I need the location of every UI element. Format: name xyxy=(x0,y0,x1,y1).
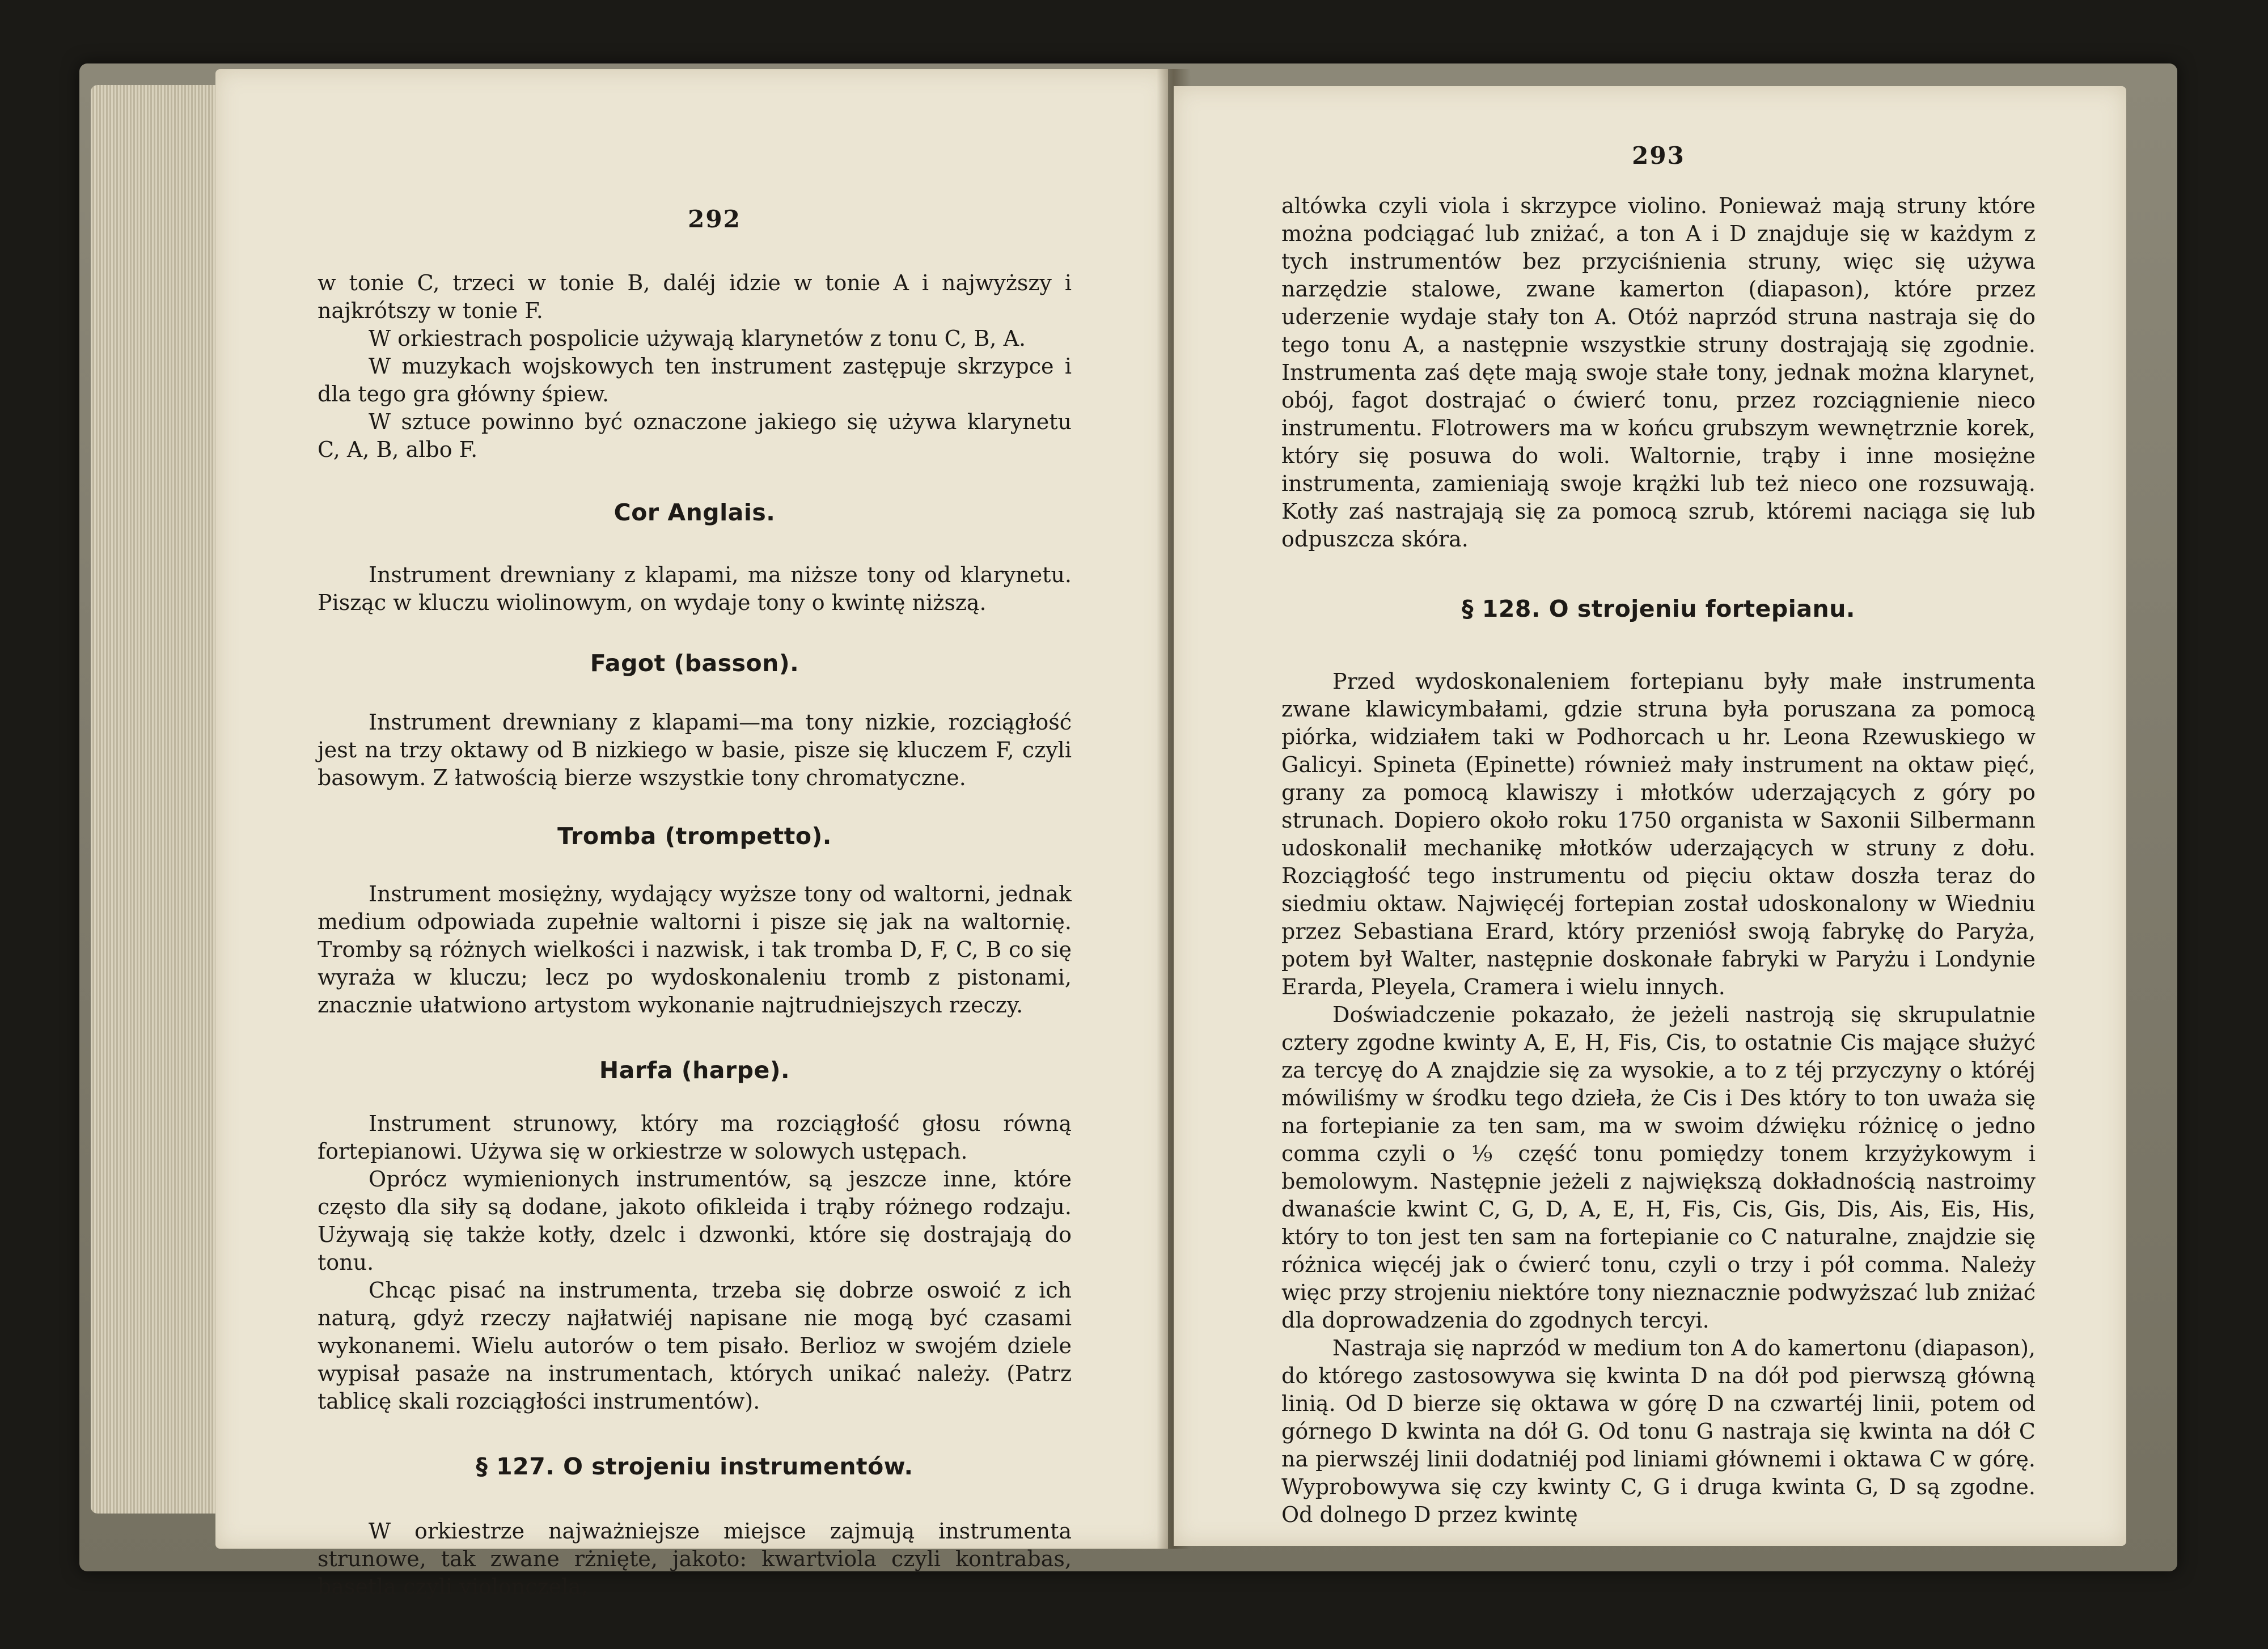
left-page-text xyxy=(318,205,1072,1601)
section-heading-cor-anglais: Cor Anglais. xyxy=(613,499,776,526)
paragraph: Instrument drewniany z klapami—ma tony nizkie, rozciągłość jest na trzy oktawy od B nizkiego w basie, pisze się kluczem F, czyli basowym. Z łatwością bierze wszystkie tony chromatyczne. xyxy=(318,710,1072,790)
section-heading-fagot: Fagot (basson). xyxy=(590,650,799,677)
paragraph: Instrument mosiężny, wydający wyższe tony od waltorni, jednak medium odpowiada zupełnie waltorni i pisze się jak na waltornię. Tromby są różnych wielkości i nazwisk, i tak tromba D, F, C, B co się wyraża w kluczu; lecz po wydoskonaleniu tromb z pistonami, znacznie ułatwiono artystom wykonanie najtrudniejszych rzeczy. xyxy=(318,881,1072,1018)
page-number-right: 293 xyxy=(1632,142,1685,169)
paragraph: W orkiestrze najważniejsze miejsce zajmują instrumenta strunowe, tak zwane rżnięte, jakoto: kwartviola czyli kontrabas, basetla czyli violonczela, xyxy=(318,1519,1072,1599)
section-heading-127: § 127. O strojeniu instrumentów. xyxy=(476,1453,913,1480)
section-heading-tromba: Tromba (trompetto). xyxy=(557,823,832,850)
paragraph: W orkiestrach pospolicie używają klarynetów z tonu C, B, A. xyxy=(369,326,1026,351)
paragraph: Instrument drewniany z klapami, ma niższe tony od klarynetu. Pisząc w kluczu wiolinowym, on wydaje tony o kwintę niższą. xyxy=(318,562,1072,615)
page-edges xyxy=(91,85,232,1514)
paragraph: W muzykach wojskowych ten instrument zastępuje skrzypce i dla tego gra główny śpiew. xyxy=(318,354,1072,406)
paragraph: W sztuce powinno być oznaczone jakiego się używa klarynetu C, A, B, albo F. xyxy=(318,409,1072,462)
paragraph: w tonie C, trzeci w tonie B, daléj idzie w tonie A i najwyższy i najkrótszy w tonie F. xyxy=(318,270,1072,323)
section-heading-harfa: Harfa (harpe). xyxy=(599,1057,790,1084)
paragraph: Nastraja się naprzód w medium ton A do kamertonu (diapason), do którego zastosowywa się kwinta D na dół pod pierwszą główną linią. Od D bierze się oktawa w górę D na czwartéj linii, potem od górnego D kwinta na dół G. Od tonu G nastraja się kwinta na dół C na pierwszéj linii dodatniéj pod liniami głównemi i oktawa C w górę. Wyprobowywa się czy kwinty C, G i druga kwinta G, D są zgodne. Od dolnego D przez kwintę xyxy=(1281,1336,2036,1527)
paragraph: Instrument strunowy, który ma rozciągłość głosu równą fortepianowi. Używa się w orkiestrze w solowych ustępach. xyxy=(318,1111,1072,1164)
paragraph: Przed wydoskonaleniem fortepianu były małe instrumenta zwane klawicymbałami, gdzie struna była poruszana za pomocą piórka, widziałem taki w Podhorcach u hr. Leona Rzewuskiego w Galicyi. Spineta (Epinette) również mały instrument na oktaw pięć, grany za pomocą klawiszy i młotków uderzających z góry po strunach. Dopiero około roku 1750 organista w Saxonii Silbermann udoskonalił mechanikę młotków uderzających w struny z dołu. Rozciągłość tego instrumentu od pięciu oktaw doszła teraz do siedmiu oktaw. Najwięcéj fortepian został udoskonalony w Wiedniu przez Sebastiana Erard, który przeniósł swoją fabrykę do Paryża, potem był Walter, następnie doskonałe fabryki w Paryżu i Londynie Erarda, Pleyela, Cramera i wielu innych. xyxy=(1281,669,2036,999)
paragraph: Oprócz wymienionych instrumentów, są jeszcze inne, które często dla siły są dodane, jakoto ofikleida i trąby różnego rodzaju. Używają się także kotły, dzelc i dzwonki, które się dostrajają do tonu. xyxy=(318,1167,1072,1275)
paragraph: Doświadczenie pokazało, że jeżeli nastroją się skrupulatnie cztery zgodne kwinty A, E, H, Fis, Cis, to ostatnie Cis mające służyć za tercyę do A znajdzie się za wysokie, a to z téj przyczyny o któréj mówiliśmy w środku tego dzieła, że Cis i Des który to ton uważa się na fortepianie za ten sam, ma w swoim dźwięku różnicę o jedno comma czyli o ⅑ część tonu pomiędzy tonem krzyżykowym i bemolowym. Następnie jeżeli z największą dokładnością nastroimy dwanaście kwint C, G, D, A, E, H, Fis, Cis, Gis, Dis, Ais, Eis, His, który to ton jest ten sam na fortepianie co C naturalne, znajdzie się różnica więcéj jak o ćwierć tonu, czyli o trzy i pół comma. Należy więc przy strojeniu niektóre tony nieznacznie podwyższać lub zniżać dla doprowadzenia do zgodnych tercyi. xyxy=(1281,1002,2036,1333)
section-heading-128: § 128. O strojeniu fortepianu. xyxy=(1462,595,1855,622)
right-page xyxy=(1174,86,2126,1546)
right-page-text xyxy=(1281,142,2036,1529)
paragraph: Chcąc pisać na instrumenta, trzeba się dobrze oswoić z ich naturą, gdyż rzeczy najłatwiéj napisane nie mogą być czasami wykonanemi. Wielu autorów o tem pisało. Berlioz w swojém dziele wypisał pasaże na instrumentach, których unikać należy. (Patrz tablicę skali rozciągłości instrumentów). xyxy=(318,1278,1072,1414)
paragraph: altówka czyli viola i skrzypce violino. Ponieważ mają struny które można podciągać lub zniżać, a ton A i D znajduje się w każdym z tych instrumentów bez przyciśnienia struny, więc się używa narzędzie stalowe, zwane kamerton (diapason), które przez uderzenie wydaje stały ton A. Otóż naprzód struna nastraja się do tego tonu A, a następnie wszystkie struny dostrajają się zgodnie. Instrumenta zaś dęte mają swoje stałe tony, jednak można klarynet, obój, fagot dostrajać o ćwierć tonu, przez rozciągnienie nieco instrumentu. Flotrowers ma w końcu grubszym wewnętrznie korek, który się posuwa do woli. Waltornie, trąby i inne mosiężne instrumenta, zamieniają swoje krążki lub też nieco one rozsuwają. Kotły zaś nastrajają się za pomocą szrub, któremi naciąga się lub odpuszcza skóra. xyxy=(1281,193,2036,552)
page-number-left: 292 xyxy=(688,205,741,233)
left-page xyxy=(215,69,1168,1599)
